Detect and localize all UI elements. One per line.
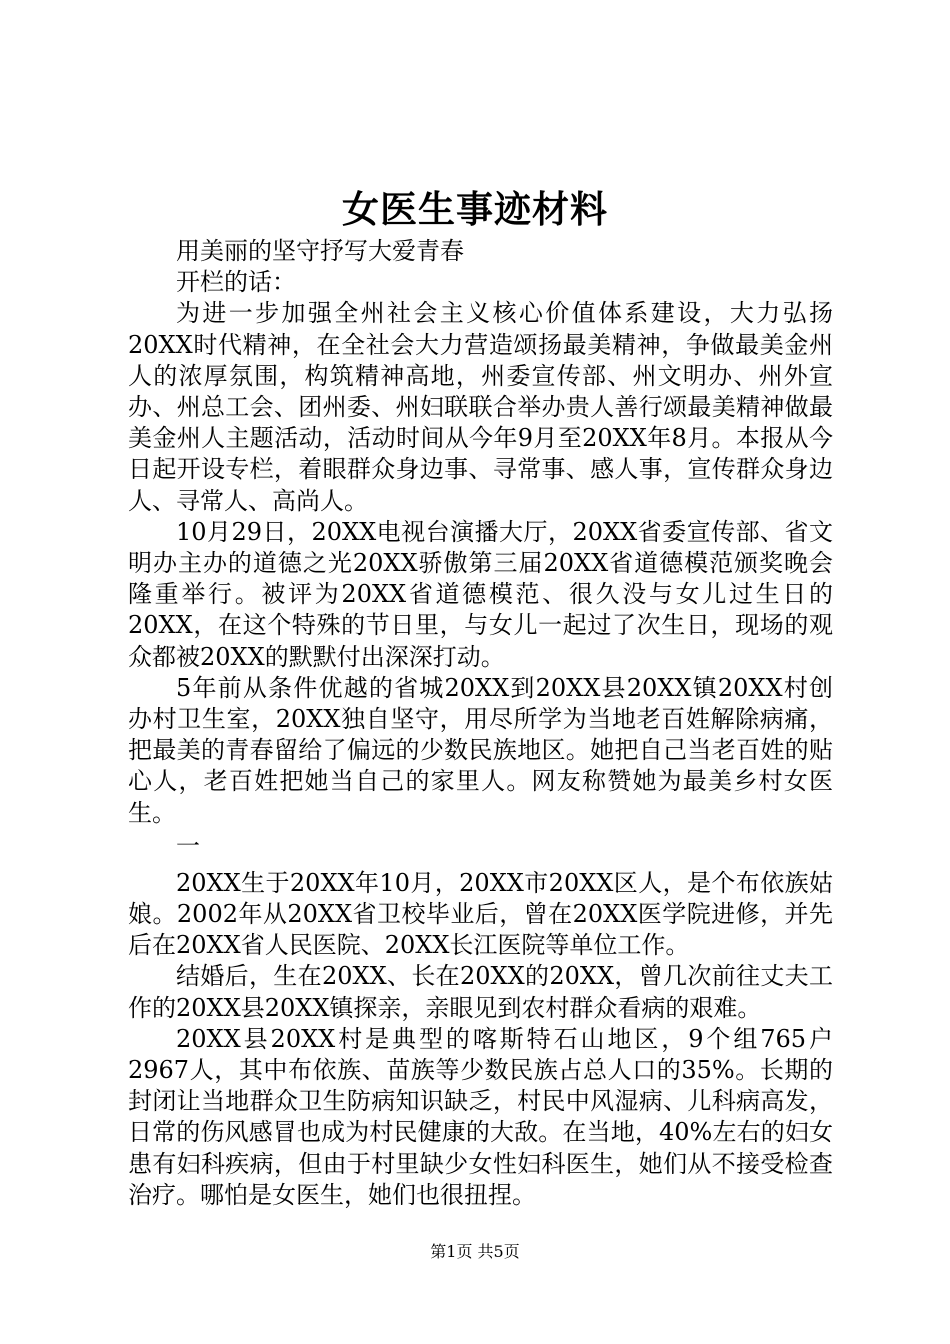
section-heading: 一 [176,831,200,860]
document-body [128,236,833,1211]
column-intro: 开栏的话： [176,268,296,297]
page-number-footer: 第1页 共5页 [430,1242,520,1261]
paragraph: 20XX县20XX村是典型的喀斯特石山地区，9个组765户2967人，其中布依族、苗族等少数民族占总人口的35%。长期的封闭让当地群众卫生防病知识缺乏，村民中风湿病、儿科病高发，日常的伤风感冒也成为村民健康的大敌。在当地，40%左右的妇女患有妇科疾病，但由于村里缺少女性妇科医生，她们从不接受检查治疗。哪怕是女医生，她们也很扭捏。 [128,1024,833,1209]
paragraph: 为进一步加强全州社会主义核心价值体系建设，大力弘扬20XX时代精神，在全社会大力营造颂扬最美精神，争做最美金州人的浓厚氛围，构筑精神高地，州委宣传部、州文明办、州外宣办、州总工会、团州委、州妇联联合举办贵人善行颂最美精神做最美金州人主题活动，活动时间从今年9月至20XX年8月。本报从今日起开设专栏，着眼群众身边事、寻常事、感人事，宣传群众身边人、寻常人、高尚人。 [128,299,833,515]
paragraph: 20XX生于20XX年10月，20XX市20XX区人，是个布依族姑娘。2002年从20XX省卫校毕业后，曾在20XX医学院进修，并先后在20XX省人民医院、20XX长江医院等单位工作。 [128,868,833,960]
document-title: 女医生事迹材料 [342,187,608,231]
document-subtitle: 用美丽的坚守抒写大爱青春 [176,237,464,265]
paragraph: 10月29日，20XX电视台演播大厅，20XX省委宣传部、省文明办主办的道德之光20XX骄傲第三届20XX省道德模范颁奖晚会隆重举行。被评为20XX省道德模范、很久没与女儿过生日的20XX，在这个特殊的节日里，与女儿一起过了次生日，现场的观众都被20XX的默默付出深深打动。 [128,517,833,671]
paragraph: 5年前从条件优越的省城20XX到20XX县20XX镇20XX村创办村卫生室，20XX独自坚守，用尽所学为当地老百姓解除病痛，把最美的青春留给了偏远的少数民族地区。她把自己当老百姓的贴心人，老百姓把她当自己的家里人。网友称赞她为最美乡村女医生。 [128,673,833,827]
paragraph: 结婚后，生在20XX、长在20XX的20XX，曾几次前往丈夫工作的20XX县20XX镇探亲，亲眼见到农村群众看病的艰难。 [128,962,833,1022]
